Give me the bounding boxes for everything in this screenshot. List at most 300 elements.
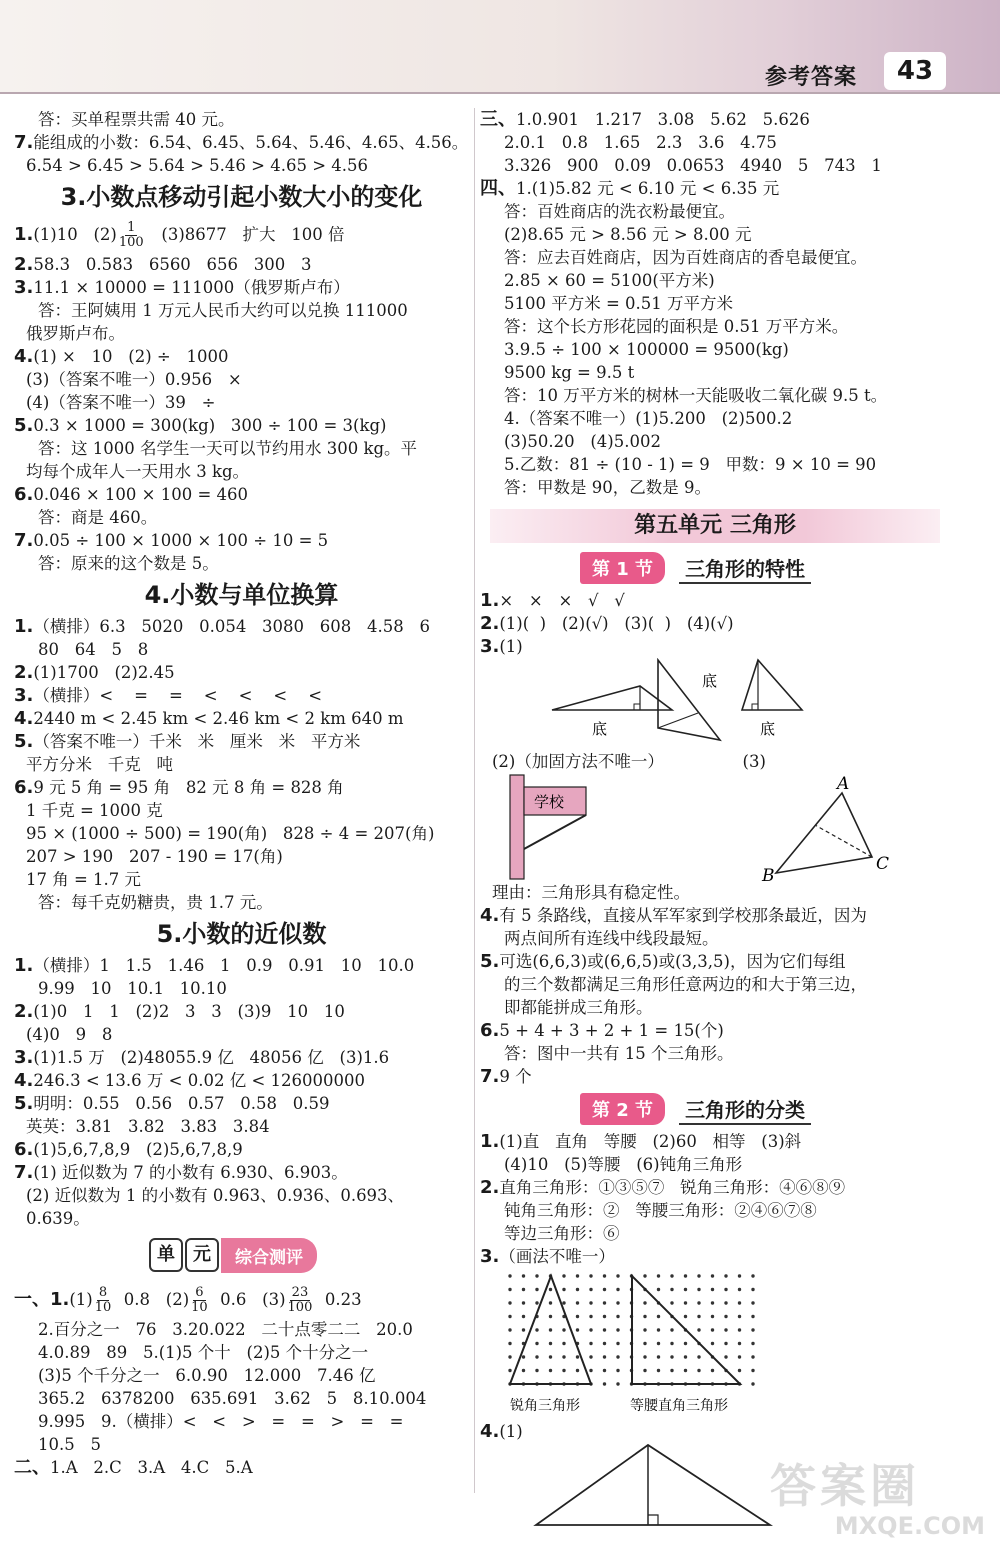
- numerator: 23: [291, 1285, 309, 1300]
- text-line: 两点间所有连线中线段最短。: [504, 929, 719, 948]
- item-number: 7.: [14, 530, 34, 551]
- item-number: 5.: [14, 415, 34, 436]
- text-line: 2.百分之一 76 3.20.022 二十点零二二 20.0: [38, 1320, 413, 1339]
- grid-dot: [616, 1315, 619, 1318]
- grid-dot: [589, 1274, 592, 1277]
- grid-dot: [522, 1328, 525, 1331]
- item-number: 3.: [14, 1047, 34, 1068]
- grid-dot: [657, 1288, 660, 1291]
- answer-line: [480, 635, 992, 658]
- answer-line: [14, 253, 469, 276]
- base-label-2: 底: [702, 672, 718, 690]
- item-number: 7.: [480, 1066, 500, 1087]
- answer-text: (1)0 1 1 (2)2 3 3 (3)9 10 10: [33, 1002, 345, 1021]
- brace-line: [524, 815, 586, 849]
- item-number: 3.: [14, 277, 34, 298]
- answer-line: [14, 1456, 469, 1479]
- fraction: [191, 1286, 208, 1315]
- grid-dot: [616, 1274, 619, 1277]
- grid-dot: [562, 1288, 565, 1291]
- answer-text: 1.(1)5.82 元 < 6.10 元 < 6.35 元: [516, 179, 780, 198]
- item-number: 四、: [480, 178, 516, 199]
- grid-dot: [562, 1342, 565, 1345]
- grid-dot: [657, 1355, 660, 1358]
- text-line: (2)（加固方法不唯一） (3): [492, 752, 766, 771]
- answer-text: (1): [499, 1422, 523, 1441]
- answer-text: （横排）1 1.5 1.46 1 0.9 0.91 10 10.0: [33, 956, 415, 975]
- grid-dot: [522, 1274, 525, 1277]
- grid-dot: [697, 1328, 700, 1331]
- answer-line: [14, 1000, 469, 1023]
- item-number: 1.: [14, 224, 34, 245]
- item-number: 1.: [480, 1131, 500, 1152]
- answer-line: [14, 131, 469, 154]
- right-angle-mark-3: [752, 704, 758, 710]
- grid-dot: [724, 1315, 727, 1318]
- item-number: 4.: [14, 346, 34, 367]
- grid-dot: [684, 1342, 687, 1345]
- grid-dot: [711, 1328, 714, 1331]
- grid-dot: [603, 1315, 606, 1318]
- badge-char: 单: [149, 1238, 183, 1272]
- text-line: 5.乙数：81 ÷ (10 - 1) = 9 甲数：9 × 10 = 90: [504, 455, 877, 474]
- page-number: 43: [884, 52, 946, 90]
- text-line: 80 64 5 8: [38, 640, 149, 659]
- unit-title: 第五单元 三角形: [634, 513, 796, 538]
- grid-dot: [535, 1342, 538, 1345]
- triangle-3: [742, 660, 802, 710]
- text-line: 5100 平方米 = 0.51 万平方米: [504, 294, 734, 313]
- grid-dot: [684, 1315, 687, 1318]
- text-line: 理由：三角形具有稳定性。: [492, 883, 690, 902]
- item-number: 3.: [480, 1246, 500, 1267]
- answer-text: (1)直 直角 等腰 (2)60 相等 (3)斜: [499, 1132, 802, 1151]
- answer-line: [480, 589, 992, 612]
- answer-text: 明明：0.55 0.56 0.57 0.58 0.59: [33, 1094, 330, 1113]
- grid-dot: [738, 1274, 741, 1277]
- grid-dot: [535, 1369, 538, 1372]
- answer-text: 直角三角形：①③⑤⑦ 锐角三角形：④⑥⑧⑨: [499, 1178, 846, 1197]
- grid-dot: [751, 1274, 754, 1277]
- answer-text: 2440 m < 2.45 km < 2.46 km < 2 km 640 m: [33, 709, 404, 728]
- grid-dot: [711, 1369, 714, 1372]
- watermark-url: MXQE.COM: [834, 1512, 985, 1540]
- grid-dot: [616, 1328, 619, 1331]
- answer-text: (1)5,6,7,8,9 (2)5,6,7,8,9: [33, 1140, 243, 1159]
- section-title: 5.小数的近似数: [156, 920, 327, 948]
- answer-line: [480, 1420, 992, 1443]
- text-line: (2)8.65 元 > 8.56 元 > 8.00 元: [504, 225, 752, 244]
- grid-dot: [589, 1315, 592, 1318]
- answer-text: (1)1.5 万 (2)48055.9 亿 48056 亿 (3)1.6: [33, 1048, 390, 1067]
- grid-dot: [562, 1369, 565, 1372]
- grid-dot: [562, 1274, 565, 1277]
- grid-dot: [711, 1301, 714, 1304]
- numerator: 8: [98, 1285, 108, 1300]
- grid-dot: [589, 1355, 592, 1358]
- grid-dot: [549, 1342, 552, 1345]
- grid-dot: [562, 1328, 565, 1331]
- isosceles-right-triangle: [632, 1276, 740, 1384]
- answer-text: 246.3 < 13.6 万 < 0.02 亿 < 126000000: [33, 1071, 366, 1090]
- grid-dot: [724, 1342, 727, 1345]
- grid-dot: [576, 1328, 579, 1331]
- text-line: (3)（答案不唯一）0.956 ×: [26, 370, 242, 389]
- text-line: 均每个成年人一天用水 3 kg。: [26, 462, 250, 481]
- column-divider: [474, 108, 475, 1493]
- answer-line: [14, 954, 469, 977]
- grid-dot: [603, 1288, 606, 1291]
- answer-line: [480, 1130, 992, 1153]
- text-line: (3)50.20 (4)5.002: [504, 432, 661, 451]
- grid-dot: [522, 1315, 525, 1318]
- grid-dot: [724, 1274, 727, 1277]
- grid-dot: [576, 1288, 579, 1291]
- grid-dot: [751, 1315, 754, 1318]
- item-number: 7.: [14, 1162, 34, 1183]
- grid-dot: [603, 1355, 606, 1358]
- grid-dot: [751, 1328, 754, 1331]
- signpost-pole: [510, 775, 524, 879]
- grid-dot: [643, 1315, 646, 1318]
- grid-dot: [697, 1369, 700, 1372]
- item-number: 2.: [480, 1177, 500, 1198]
- grid-dot: [724, 1355, 727, 1358]
- grid-dot: [549, 1301, 552, 1304]
- answer-line: [480, 950, 992, 973]
- answer-text: （画法不唯一）: [499, 1247, 615, 1266]
- text-line: (2) 近似数为 1 的小数有 0.963、0.936、0.693、: [26, 1186, 405, 1205]
- answer-text: (1)10 (2): [33, 225, 117, 244]
- grid-dot: [603, 1369, 606, 1372]
- answer-text: 0.6 (3): [209, 1290, 286, 1309]
- item-number: 3.: [480, 636, 500, 657]
- grid-dot: [549, 1288, 552, 1291]
- item-number: 7.: [14, 132, 34, 153]
- denominator: 10: [94, 1300, 112, 1315]
- grid-dot: [657, 1315, 660, 1318]
- grid-dot: [670, 1342, 673, 1345]
- text-line: 答：原来的这个数是 5。: [38, 554, 219, 573]
- grid-dot: [522, 1288, 525, 1291]
- answer-text: × × × √ √: [499, 591, 625, 610]
- grid-dot: [697, 1355, 700, 1358]
- answer-text: 1.A 2.C 3.A 4.C 5.A: [50, 1458, 253, 1477]
- grid-dot: [643, 1274, 646, 1277]
- text-line: 0.639。: [26, 1209, 90, 1228]
- grid-dot: [697, 1288, 700, 1291]
- answer-text: 可选(6,6,3)或(6,6,5)或(3,3,5)，因为它们每组: [499, 952, 846, 971]
- caption-acute: 锐角三角形: [510, 1398, 580, 1414]
- answer-text: (1) 近似数为 7 的小数有 6.930、6.903。: [33, 1163, 348, 1182]
- item-number: 6.: [14, 777, 34, 798]
- text-line: 9500 kg = 9.5 t: [504, 363, 635, 382]
- fraction: [95, 1286, 112, 1315]
- text-line: 等边三角形：⑥: [504, 1224, 620, 1243]
- answer-text: 0.23: [314, 1290, 362, 1309]
- section-title: 4.小数与单位换算: [144, 581, 339, 609]
- height-line-2: [658, 713, 698, 728]
- text-line: 答：每千克奶糖贵，贵 1.7 元。: [38, 893, 273, 912]
- answer-line: [14, 707, 469, 730]
- vertex-b: B: [762, 866, 775, 881]
- answer-line: [14, 529, 469, 552]
- text-line: 答：这 1000 名学生一天可以节约用水 300 kg。平: [38, 439, 418, 458]
- grid-dot: [562, 1355, 565, 1358]
- grid-dot: [549, 1328, 552, 1331]
- grid-dot: [684, 1274, 687, 1277]
- item-number: 6.: [14, 1139, 34, 1160]
- answer-text: (1): [499, 637, 523, 656]
- item-number: 6.: [480, 1020, 500, 1041]
- lesson-title: 三角形的特性: [679, 553, 811, 584]
- text-line: 答：应去百姓商店，因为百姓商店的香皂最便宜。: [504, 248, 867, 267]
- triangle-1: [552, 686, 672, 710]
- triangle-abc: [776, 793, 872, 873]
- text-line: 钝角三角形：② 等腰三角形：②④⑥⑦⑧: [504, 1201, 817, 1220]
- grid-dot: [751, 1369, 754, 1372]
- grid-dot: [697, 1315, 700, 1318]
- grid-dot: [508, 1288, 511, 1291]
- grid-dot: [562, 1301, 565, 1304]
- answer-line: [14, 345, 469, 368]
- grid-dot: [576, 1274, 579, 1277]
- text-line: (4)（答案不唯一）39 ÷: [26, 393, 216, 412]
- grid-dot: [684, 1301, 687, 1304]
- item-number: 二、: [14, 1457, 50, 1478]
- text-line: 俄罗斯卢布。: [26, 324, 125, 343]
- grid-dot: [670, 1301, 673, 1304]
- text-line: (3)5 个千分之一 6.0.90 12.000 7.46 亿: [38, 1366, 376, 1385]
- grid-dot: [603, 1342, 606, 1345]
- grid-dot: [711, 1342, 714, 1345]
- text-line: 365.2 6378200 635.691 3.62 5 8.10.004: [38, 1389, 427, 1408]
- grid-dot: [589, 1369, 592, 1372]
- item-number: 4.: [480, 905, 500, 926]
- grid-dot: [697, 1274, 700, 1277]
- right-angle-mark-1: [634, 704, 640, 710]
- answer-line: [14, 684, 469, 707]
- grid-dot: [751, 1301, 754, 1304]
- caption-isosceles-right: 等腰直角三角形: [630, 1398, 728, 1414]
- grid-dot: [711, 1315, 714, 1318]
- answer-line: [480, 1245, 992, 1268]
- text-line: 即都能拼成三角形。: [504, 998, 653, 1017]
- answer-text: （答案不唯一）千米 米 厘米 米 平方米: [33, 732, 361, 751]
- numerator: 6: [195, 1285, 204, 1300]
- grid-dot: [589, 1328, 592, 1331]
- grid-dot: [616, 1355, 619, 1358]
- lesson-heading: [580, 1092, 992, 1126]
- answer-line: [480, 1019, 992, 1042]
- answer-text: 9 元 5 角 = 95 角 82 元 8 角 = 828 角: [33, 778, 344, 797]
- grid-dot: [738, 1301, 741, 1304]
- dot-grid-figure: [480, 1268, 990, 1420]
- grid-dot: [738, 1328, 741, 1331]
- item-number: 2.: [14, 254, 34, 275]
- lesson-tag: 第 2 节: [580, 1093, 665, 1125]
- text-line: 答：百姓商店的洗衣粉最便宜。: [504, 202, 735, 221]
- grid-dot: [603, 1382, 606, 1385]
- vertex-c: C: [876, 854, 890, 874]
- grid-dot: [508, 1301, 511, 1304]
- lesson-tag: 第 1 节: [580, 552, 665, 584]
- answer-text: 9 个: [499, 1067, 532, 1086]
- answer-line: [14, 483, 469, 506]
- grid-dot: [589, 1342, 592, 1345]
- answer-text: 能组成的小数：6.54、6.45、5.64、5.46、4.65、4.56。: [33, 133, 469, 152]
- section-title: 3.小数点移动引起小数大小的变化: [60, 183, 423, 211]
- isosceles-triangle: [536, 1445, 770, 1525]
- answer-text: 有 5 条路线，直接从军军家到学校那条最近，因为: [499, 906, 867, 925]
- answer-text: 11.1 × 10000 = 111000（俄罗斯卢布）: [33, 278, 350, 297]
- grid-dot: [576, 1369, 579, 1372]
- text-line: 英英：3.81 3.82 3.83 3.84: [26, 1117, 270, 1136]
- text-line: 2.85 × 60 = 5100(平方米): [504, 271, 715, 290]
- text-line: 6.54 > 6.45 > 5.64 > 5.46 > 4.65 > 4.56: [26, 156, 369, 175]
- grid-dot: [724, 1288, 727, 1291]
- answer-text: 0.046 × 100 × 100 = 460: [33, 485, 249, 504]
- grid-dot: [535, 1355, 538, 1358]
- grid-dot: [508, 1342, 511, 1345]
- grid-dot: [657, 1342, 660, 1345]
- grid-dot: [657, 1274, 660, 1277]
- answer-text: 5 + 4 + 3 + 2 + 1 = 15(个): [499, 1021, 724, 1040]
- text-line: 2.0.1 0.8 1.65 2.3 3.6 4.75: [504, 133, 777, 152]
- answer-line: [480, 612, 992, 635]
- grid-dot: [616, 1342, 619, 1345]
- sign-label: 学校: [534, 793, 565, 811]
- item-number: 1.: [480, 590, 500, 611]
- grid-dot: [684, 1288, 687, 1291]
- grid-dot: [589, 1288, 592, 1291]
- grid-dot: [657, 1328, 660, 1331]
- text-line: 4.（答案不唯一）(1)5.200 (2)500.2: [504, 409, 793, 428]
- answer-text: (3)8677 扩大 100 倍: [145, 225, 345, 244]
- item-number: 2.: [480, 613, 500, 634]
- grid-dot: [603, 1328, 606, 1331]
- answer-line: [480, 1176, 992, 1199]
- grid-dot: [670, 1369, 673, 1372]
- header-title: 参考答案: [765, 65, 858, 90]
- answer-line: [14, 730, 469, 753]
- text-line: 答：10 万平方米的树林一天能吸收二氧化碳 9.5 t。: [504, 386, 888, 405]
- grid-dot: [522, 1369, 525, 1372]
- answer-line: [14, 1282, 469, 1318]
- answer-text: (1): [69, 1290, 93, 1309]
- grid-dot: [724, 1328, 727, 1331]
- grid-dot: [751, 1342, 754, 1345]
- grid-dot: [643, 1369, 646, 1372]
- item-number: 三、: [480, 109, 516, 130]
- answer-text: 0.05 ÷ 100 × 1000 × 100 ÷ 10 = 5: [33, 531, 329, 550]
- text-line: 1 千克 = 1000 克: [26, 801, 163, 820]
- grid-dot: [643, 1355, 646, 1358]
- grid-dot: [738, 1315, 741, 1318]
- watermark: [770, 1450, 985, 1540]
- numerator: 1: [127, 220, 136, 235]
- grid-dot: [508, 1274, 511, 1277]
- answer-text: (1)1700 (2)2.45: [33, 663, 175, 682]
- unit-title-bar: [490, 509, 940, 543]
- answer-line: [14, 414, 469, 437]
- grid-dot: [535, 1274, 538, 1277]
- height-dashed-line: [815, 825, 872, 857]
- item-number: 4.: [480, 1421, 500, 1442]
- answer-line: [14, 217, 469, 253]
- item-number: 1.: [14, 955, 34, 976]
- grid-dot: [670, 1328, 673, 1331]
- answer-line: [480, 177, 992, 200]
- answer-line: [14, 615, 469, 638]
- vertex-a: A: [837, 774, 850, 794]
- text-line: 9.995 9.（横排）< < > = = > = =: [38, 1412, 404, 1431]
- grid-dot: [508, 1369, 511, 1372]
- answer-line: [14, 776, 469, 799]
- fraction: [119, 221, 144, 250]
- text-line: 3.9.5 ÷ 100 × 100000 = 9500(kg): [504, 340, 789, 359]
- text-line: 答：图中一共有 15 个三角形。: [504, 1044, 734, 1063]
- badge-char: 元: [185, 1238, 219, 1272]
- watermark-text: 答案圈: [770, 1459, 920, 1513]
- grid-dot: [670, 1288, 673, 1291]
- lesson-heading: [580, 551, 992, 585]
- item-number: 一、1.: [14, 1289, 70, 1310]
- denominator: 100: [287, 1300, 313, 1315]
- grid-dot: [738, 1355, 741, 1358]
- grid-dot: [535, 1288, 538, 1291]
- text-line: 答：甲数是 90，乙数是 9。: [504, 478, 711, 497]
- grid-dot: [738, 1369, 741, 1372]
- item-number: 5.: [480, 951, 500, 972]
- grid-dot: [589, 1301, 592, 1304]
- grid-dot: [576, 1301, 579, 1304]
- grid-dot: [738, 1342, 741, 1345]
- grid-dot: [670, 1355, 673, 1358]
- grid-dot: [616, 1288, 619, 1291]
- base-label-3: 底: [760, 720, 776, 738]
- lesson-title: 三角形的分类: [679, 1094, 811, 1125]
- header-divider: [0, 92, 1000, 94]
- grid-dot: [576, 1355, 579, 1358]
- grid-dot: [643, 1328, 646, 1331]
- item-number: 2.: [14, 662, 34, 683]
- grid-dot: [576, 1315, 579, 1318]
- text-line: 的三个数都满足三角形任意两边的和大于第三边，: [504, 975, 867, 994]
- grid-dot: [751, 1382, 754, 1385]
- text-line: 95 × (1000 ÷ 500) = 190(角) 828 ÷ 4 = 207(角): [26, 824, 435, 843]
- text-line: 9.99 10 10.1 10.10: [38, 979, 227, 998]
- grid-dot: [535, 1328, 538, 1331]
- height-drawing-figure: [480, 658, 990, 750]
- answer-line: [480, 904, 992, 927]
- item-number: 4.: [14, 708, 34, 729]
- grid-dot: [522, 1301, 525, 1304]
- item-number: 5.: [14, 1093, 34, 1114]
- item-number: 5.: [14, 731, 34, 752]
- left-column: [14, 108, 469, 1479]
- item-number: 6.: [14, 484, 34, 505]
- answer-line: [480, 108, 992, 131]
- item-number: 2.: [14, 1001, 34, 1022]
- text-line: 207 > 190 207 - 190 = 17(角): [26, 847, 283, 866]
- grid-dot: [643, 1342, 646, 1345]
- text-line: 答：商是 460。: [38, 508, 158, 527]
- denominator: 10: [191, 1300, 208, 1315]
- grid-dot: [549, 1355, 552, 1358]
- answer-text: 0.3 × 1000 = 300(kg) 300 ÷ 100 = 3(kg): [33, 416, 387, 435]
- base-label-1: 底: [592, 720, 608, 738]
